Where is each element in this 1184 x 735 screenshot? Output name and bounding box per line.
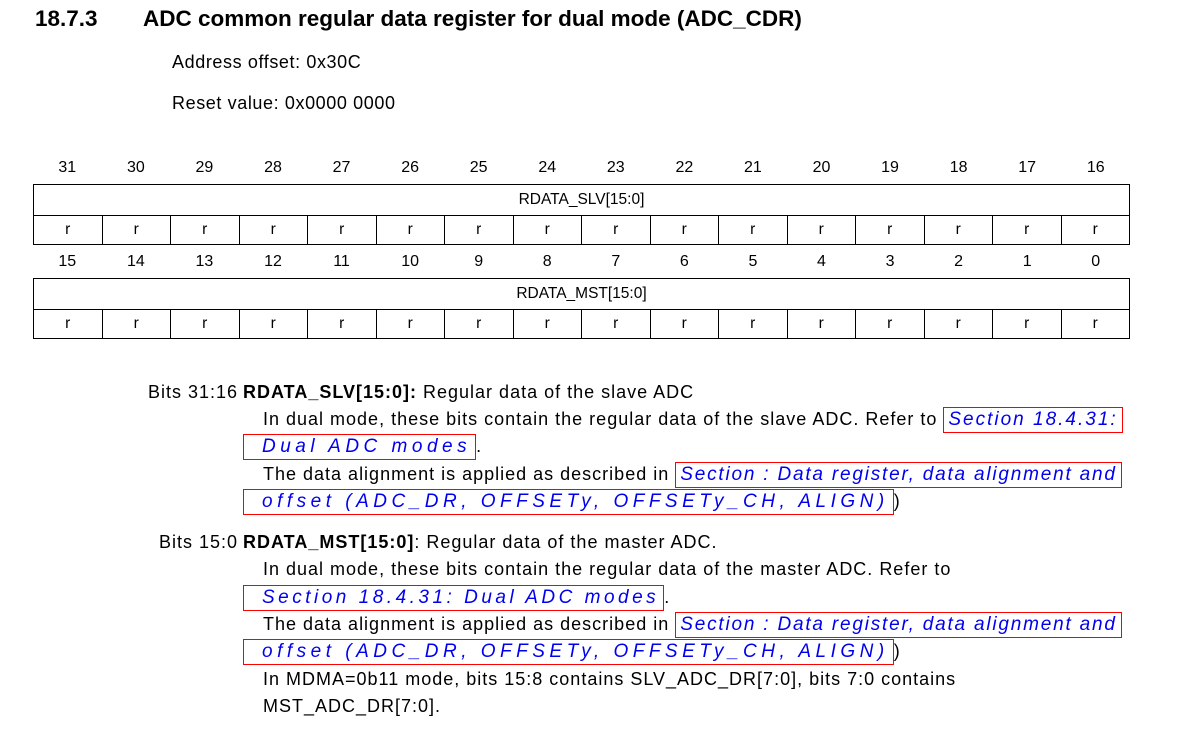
desc-text: ) [893,641,901,662]
bit-number: 13 [195,253,214,270]
desc-line [0,638,1184,665]
access-type-cell: r [924,310,993,339]
bit-number: 19 [881,159,899,176]
bit-number: 4 [817,253,826,270]
bit-number: 29 [195,159,214,176]
bit-number: 30 [126,159,145,176]
bit-number: 24 [538,159,557,176]
access-type-cell: r [308,216,377,245]
bit-number: 26 [401,159,419,176]
bit-number: 25 [469,159,488,176]
bit-number: 10 [401,253,419,270]
access-type-cell: r [513,216,582,245]
access-type-cell: r [719,310,788,339]
bit-number: 23 [606,159,625,176]
access-type-cell: r [376,310,445,339]
bit-number: 1 [1022,253,1032,270]
field-name-cell-low: RDATA_MST[15:0] [34,279,1130,310]
desc-line [0,379,1184,406]
field-name-cell-high: RDATA_SLV[15:0] [34,185,1130,216]
link-dual-adc-modes[interactable]: Dual ADC modes [243,434,476,460]
field-desc-text: Regular data of the slave ADC [417,382,695,402]
bit-number: 28 [264,159,282,176]
link-section-18-4-31-dual-adc-modes[interactable]: Section 18.4.31: Dual ADC modes [243,585,664,611]
bit-number: 7 [611,253,621,270]
desc-line [0,556,1184,583]
access-type-cell: r [376,216,445,245]
bit-number: 6 [679,253,689,270]
bit-number: 22 [675,159,694,176]
link-section-18-4-31[interactable]: Section 18.4.31: [943,407,1122,433]
access-type-cell: r [719,216,788,245]
address-offset: Address offset: 0x30C [172,52,362,72]
bit-number-row-low [33,253,1130,271]
access-type-cell: r [993,216,1062,245]
access-type-cell: r [171,216,240,245]
access-type-cell: r [102,216,171,245]
link-data-register-section-cont[interactable]: offset (ADC_DR, OFFSETy, OFFSETy_CH, ALIGN) [243,489,894,515]
access-type-cell: r [34,216,103,245]
desc-line [0,611,1184,638]
desc-text: In dual mode, these bits contain the regular data of the master ADC. Refer to [263,559,952,580]
access-row-low [34,310,1130,339]
access-type-cell: r [924,216,993,245]
access-type-cell: r [1061,216,1130,245]
desc-text: MST_ADC_DR[7:0]. [263,695,442,716]
section-heading [35,5,802,33]
section-number: 18.7.3 [35,6,98,31]
access-type-cell: r [650,310,719,339]
access-type-cell: r [445,216,514,245]
bits-range-label: Bits 15:0 [158,532,238,553]
desc-line [0,461,1184,488]
bit-number: 27 [332,159,351,176]
access-type-cell: r [582,310,651,339]
bit-number: 16 [1086,159,1105,176]
bit-number: 5 [748,253,758,270]
field-descriptions [0,379,1184,720]
bit-number: 12 [264,253,282,270]
bit-number: 31 [58,159,77,176]
field-name-text: RDATA_MST[15:0] [243,532,415,553]
desc-line [0,433,1184,460]
access-type-cell: r [787,216,856,245]
access-type-cell: r [102,310,171,339]
field-name-text: RDATA_SLV[15:0]: [243,382,418,402]
link-data-register-section[interactable]: Section : Data register, data alignment and [675,612,1122,638]
access-type-cell: r [993,310,1062,339]
link-data-register-section-cont[interactable]: offset (ADC_DR, OFFSETy, OFFSETy_CH, ALIGN) [243,639,894,665]
access-type-cell: r [856,216,925,245]
access-row-high [34,216,1130,245]
access-type-cell: r [787,310,856,339]
access-type-cell: r [171,310,240,339]
bit-number: 14 [126,253,145,270]
bit-number: 0 [1091,253,1101,270]
bit-number: 3 [885,253,895,270]
access-type-cell: r [856,310,925,339]
access-type-cell: r [445,310,514,339]
bit-number: 21 [744,159,762,176]
bit-number: 18 [949,159,968,176]
field-desc-text: : Regular data of the master ADC. [414,532,718,553]
desc-line [0,488,1184,515]
register-table-high [33,184,1130,245]
desc-line [0,584,1184,611]
access-type-cell: r [650,216,719,245]
access-type-cell: r [513,310,582,339]
desc-text: The data alignment is applied as described in [263,613,676,634]
desc-text: . [664,586,671,607]
access-type-cell: r [308,310,377,339]
bit-number: 17 [1018,159,1037,176]
bit-number: 8 [542,253,552,270]
desc-line [0,666,1184,693]
bit-number: 11 [333,253,350,270]
access-type-cell: r [239,310,308,339]
desc-text: The data alignment is applied as described in [263,463,676,484]
bit-number-row-high [33,159,1130,177]
page-title: ADC common regular data register for dual mode (ADC_CDR) [143,6,802,31]
bit-number: 15 [58,253,77,270]
field-description-mst [0,529,1184,720]
access-type-cell: r [582,216,651,245]
access-type-cell: r [34,310,103,339]
link-data-register-section[interactable]: Section : Data register, data alignment and [675,462,1122,488]
desc-text: In MDMA=0b11 mode, bits 15:8 contains SLV_ADC_DR[7:0], bits 7:0 contains [263,668,957,689]
bit-number: 2 [954,253,964,270]
desc-text: ) [893,490,901,511]
desc-text: In dual mode, these bits contain the regular data of the slave ADC. Refer to [263,409,944,430]
bit-number: 20 [812,159,831,176]
bits-range-label: Bits 31:16 [147,382,238,402]
desc-text: . [476,436,483,457]
desc-line [0,529,1184,556]
desc-line [0,693,1184,720]
desc-line [0,406,1184,433]
access-type-cell: r [1061,310,1130,339]
reset-value: Reset value: 0x0000 0000 [172,93,396,113]
field-description-slv [0,379,1184,515]
register-table-low [33,278,1130,339]
access-type-cell: r [239,216,308,245]
register-bit-diagram [33,159,1130,339]
bit-number: 9 [474,253,484,270]
